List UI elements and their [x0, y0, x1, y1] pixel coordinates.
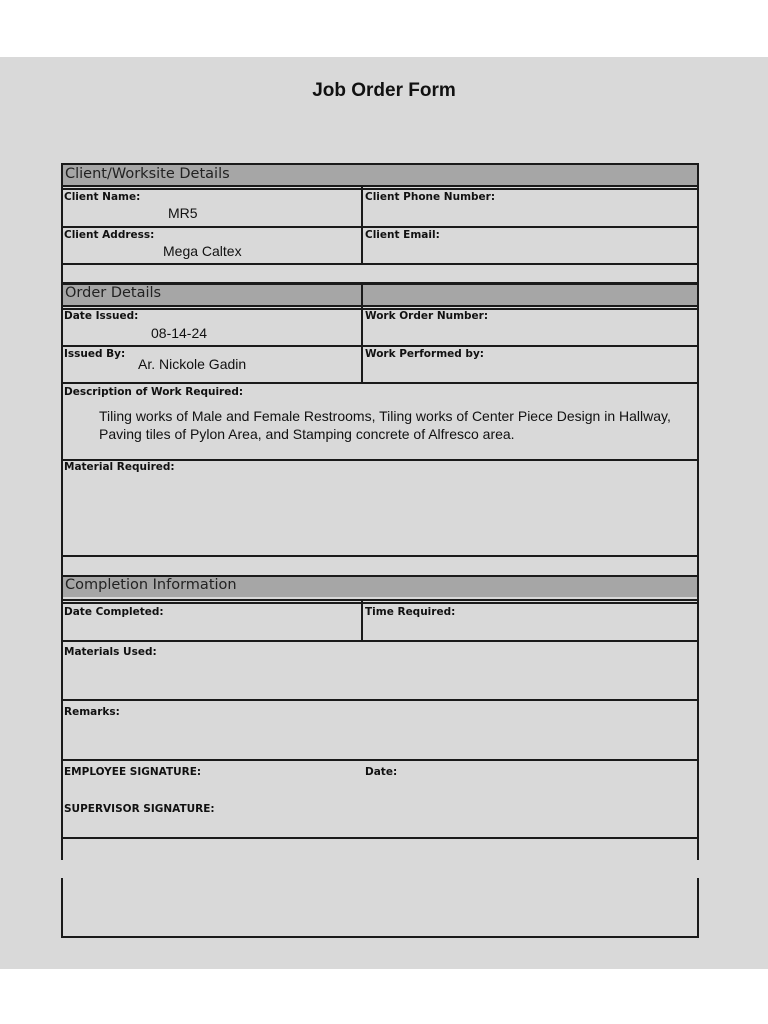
rule [61, 640, 699, 642]
issued-by-label: Issued By: [64, 348, 126, 360]
page-break-gap [57, 860, 703, 878]
document-title: Job Order Form [312, 80, 456, 101]
date-completed-label: Date Completed: [64, 606, 164, 618]
column-divider [361, 187, 363, 265]
column-divider [361, 283, 363, 384]
remarks-label: Remarks: [64, 706, 120, 718]
rule [61, 555, 699, 557]
rule [61, 837, 699, 839]
completion-section-header: Completion Information [65, 577, 237, 593]
rule [61, 263, 699, 265]
rule [61, 936, 699, 938]
rule [61, 699, 699, 701]
date-issued-value[interactable]: 08-14-24 [151, 325, 208, 341]
client-email-label: Client Email: [365, 229, 440, 241]
rule [61, 163, 699, 165]
client-name-label: Client Name: [64, 191, 141, 203]
work-performed-by-label: Work Performed by: [365, 348, 484, 360]
time-required-label: Time Required: [365, 606, 456, 618]
rule [61, 185, 699, 187]
issued-by-value[interactable]: Ar. Nickole Gadin [138, 356, 247, 372]
client-address-label: Client Address: [64, 229, 155, 241]
date-issued-label: Date Issued: [64, 310, 139, 322]
job-order-form [61, 163, 699, 938]
client-section-header: Client/Worksite Details [65, 166, 230, 182]
order-section-header: Order Details [65, 285, 162, 301]
rule [61, 599, 699, 601]
material-required-label: Material Required: [64, 461, 175, 473]
description-label: Description of Work Required: [64, 386, 244, 398]
work-order-number-label: Work Order Number: [365, 310, 489, 322]
rule [61, 759, 699, 761]
rule [61, 226, 699, 228]
materials-used-label: Materials Used: [64, 646, 157, 658]
employee-signature-label: EMPLOYEE SIGNATURE: [64, 766, 202, 778]
rule [61, 602, 699, 604]
client-phone-label: Client Phone Number: [365, 191, 496, 203]
rule [61, 345, 699, 347]
form-right-border [697, 163, 699, 938]
rule [61, 188, 699, 190]
client-name-value[interactable]: MR5 [168, 205, 198, 221]
form-left-border [61, 163, 63, 938]
column-divider [361, 601, 363, 642]
date-label: Date: [365, 766, 398, 778]
rule [61, 382, 699, 384]
rule [61, 305, 699, 307]
client-address-value[interactable]: Mega Caltex [163, 243, 242, 259]
supervisor-signature-label: SUPERVISOR SIGNATURE: [64, 803, 215, 815]
description-value[interactable]: Tiling works of Male and Female Restrooms, Tiling works of Center Piece Design in Hallway, Paving tiles of Pylon Area, and Stamping concrete of Alfresco area. [99, 408, 671, 442]
